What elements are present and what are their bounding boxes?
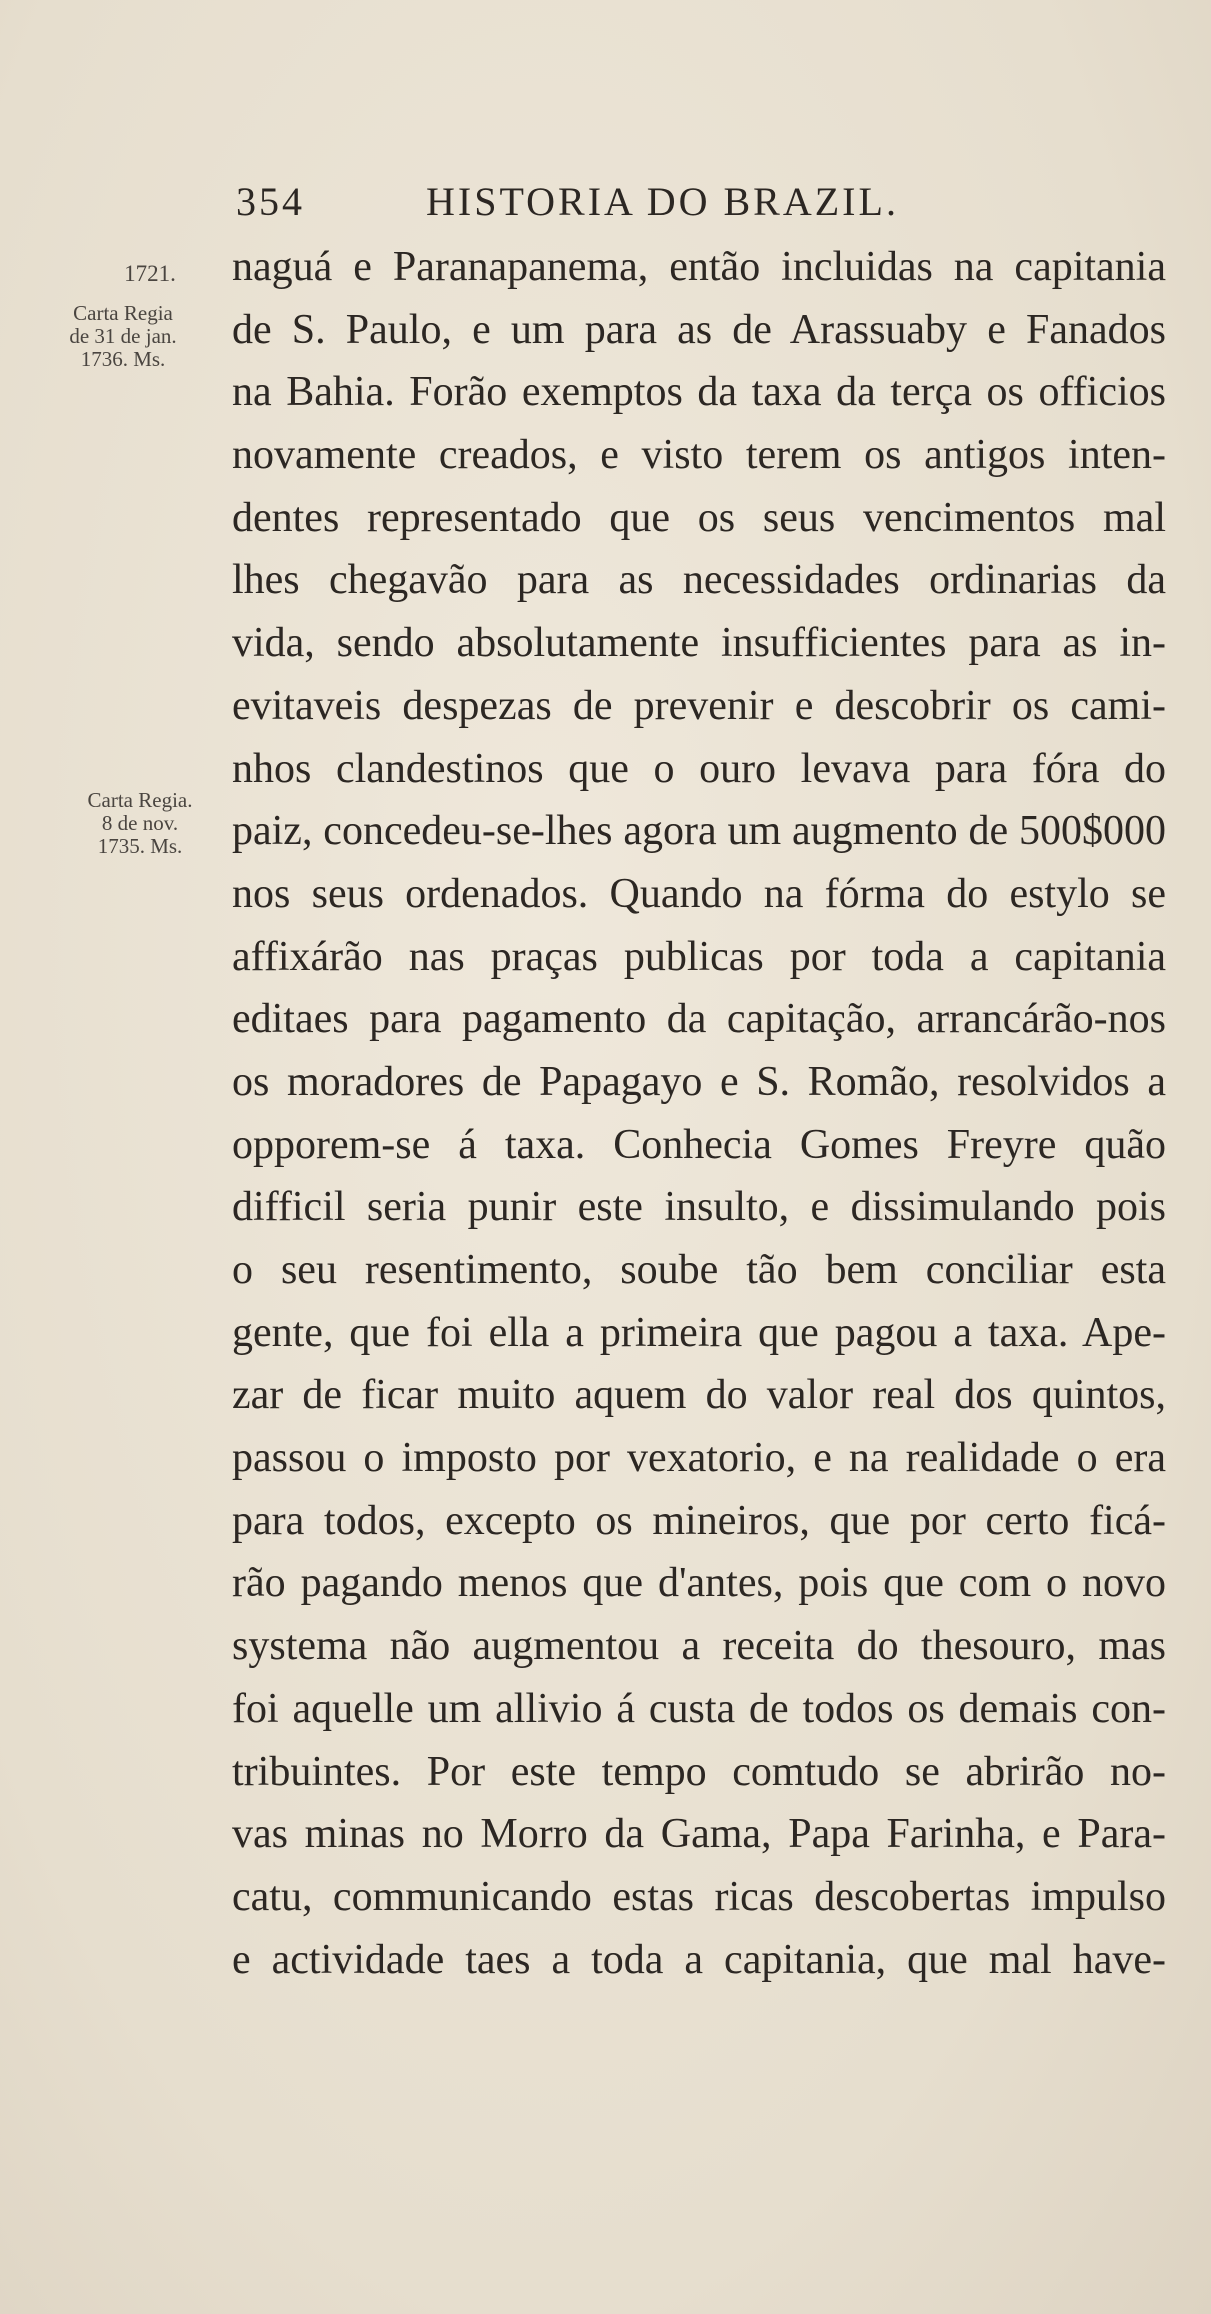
- text-line: nos seus ordenados. Quando na fórma do estylo se: [232, 870, 1166, 917]
- text-line: affixárão nas praças publicas por toda a capitania: [232, 933, 1166, 980]
- margin-note-line: 1736. Ms.: [80, 347, 166, 371]
- text-line: de S. Paulo, e um para as de Arassuaby e Fanados: [232, 306, 1166, 353]
- margin-note-carta-regia-1736: [58, 302, 188, 371]
- text-line: editaes para pagamento da capitação, arrancárão-nos: [232, 996, 1166, 1043]
- text-line: vas minas no Morro da Gama, Papa Farinha, e Para-: [232, 1811, 1166, 1858]
- text-line: para todos, excepto os mineiros, que por certo ficá-: [232, 1497, 1166, 1544]
- running-header: [236, 178, 976, 228]
- text-line: nhos clandestinos que o ouro levava para fóra do: [232, 745, 1166, 792]
- page-number: 354: [236, 179, 305, 224]
- text-line: gente, que foi ella a primeira que pagou a taxa. Ape-: [232, 1309, 1166, 1356]
- text-line: passou o imposto por vexatorio, e na realidade o era: [232, 1435, 1166, 1482]
- text-line: na Bahia. Forão exemptos da taxa da terça os officios: [232, 369, 1166, 416]
- running-title: HISTORIA DO BRAZIL.: [426, 179, 899, 224]
- text-line: paiz, concedeu-se-lhes agora um augmento de 500$000: [232, 808, 1166, 855]
- text-line: difficil seria punir este insulto, e dissimulando pois: [232, 1184, 1166, 1231]
- margin-note-line: 8 de nov.: [101, 811, 179, 835]
- text-line: rão pagando menos que d'antes, pois que com o novo: [232, 1560, 1166, 1607]
- body-text: [232, 236, 1166, 1991]
- text-line: vida, sendo absolutamente insufficientes para as in-: [232, 620, 1166, 667]
- text-line: os moradores de Papagayo e S. Romão, resolvidos a: [232, 1058, 1166, 1105]
- text-line: e actividade taes a toda a capitania, que mal have-: [232, 1936, 1166, 1983]
- margin-note-carta-regia-1735: [60, 789, 220, 858]
- text-line: zar de ficar muito aquem do valor real dos quintos,: [232, 1372, 1166, 1419]
- text-line: evitaveis despezas de prevenir e descobrir os cami-: [232, 682, 1166, 729]
- margin-note-line: de 31 de jan.: [69, 324, 177, 348]
- text-line: foi aquelle um allivio á custa de todos os demais con-: [232, 1685, 1166, 1732]
- text-line: systema não augmentou a receita do thesouro, mas: [232, 1623, 1166, 1670]
- text-line: novamente creados, e visto terem os antigos inten-: [232, 432, 1166, 479]
- text-line: dentes representado que os seus vencimentos mal: [232, 494, 1166, 541]
- text-line: lhes chegavão para as necessidades ordinarias da: [232, 557, 1166, 604]
- text-line: o seu resentimento, soube tão bem conciliar esta: [232, 1247, 1166, 1293]
- text-line: catu, communicando estas ricas descobertas impulso: [232, 1873, 1166, 1920]
- text-line: tribuintes. Por este tempo comtudo se abrirão no-: [232, 1748, 1166, 1795]
- text-line: opporem-se á taxa. Conhecia Gomes Freyre quão: [232, 1121, 1166, 1168]
- margin-year: 1721.: [124, 261, 176, 286]
- margin-note-line: Carta Regia.: [87, 788, 193, 812]
- text-line: naguá e Paranapanema, então incluidas na capitania: [232, 244, 1166, 290]
- margin-note-line: 1735. Ms.: [97, 834, 183, 858]
- margin-note-line: Carta Regia: [73, 301, 173, 325]
